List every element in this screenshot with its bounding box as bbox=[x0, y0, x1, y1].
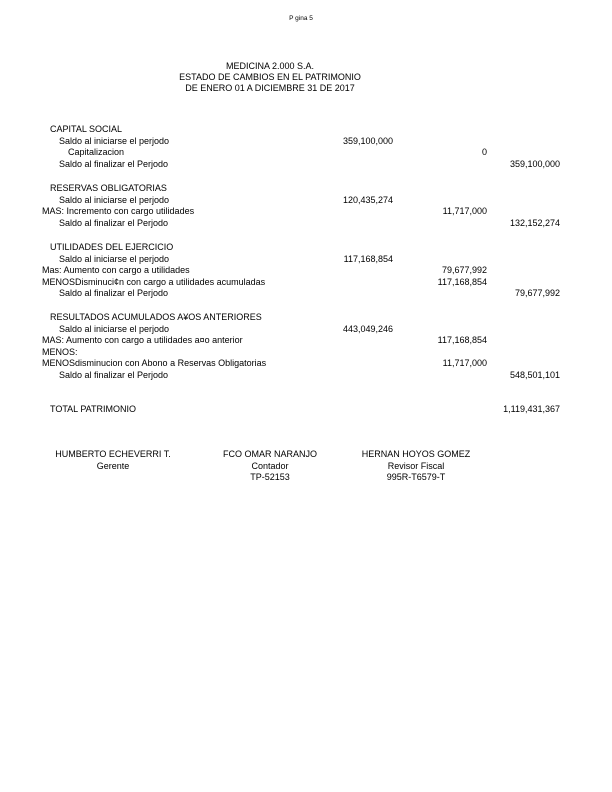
statement-row bbox=[0, 254, 612, 266]
statement-row bbox=[0, 206, 612, 218]
row-label: Saldo al iniciarse el perjodo bbox=[59, 194, 170, 205]
section-heading-label: RESULTADOS ACUMULADOS A¥OS ANTERIORES bbox=[50, 312, 262, 322]
row-label: MAS: Aumento con cargo a utilidades a¤o anterior bbox=[42, 335, 243, 346]
row-label: MENOSDisminuci¢n con cargo a utilidades acumuladas bbox=[42, 276, 266, 287]
statement-title: ESTADO DE CAMBIOS EN EL PATRIMONIO bbox=[179, 72, 361, 82]
signature-gerente bbox=[33, 449, 193, 472]
section-heading-label: RESERVAS OBLIGATORIAS bbox=[50, 183, 167, 193]
document-header bbox=[0, 61, 540, 94]
amount-col2: 11,717,000 bbox=[442, 206, 487, 217]
amount-col2: 0 bbox=[481, 147, 487, 158]
row-label: Saldo al finalizar el Perjodo bbox=[59, 158, 169, 169]
amount-col1: 117,168,854 bbox=[343, 253, 393, 264]
row-label: Saldo al finalizar el Perjodo bbox=[59, 369, 169, 380]
amount-col3: 132,152,274 bbox=[509, 217, 560, 228]
row-label: Saldo al finalizar el Perjodo bbox=[59, 217, 169, 228]
statement-row bbox=[0, 358, 612, 370]
signer-name: HERNAN HOYOS GOMEZ bbox=[361, 449, 471, 459]
page-number: P gina 5 bbox=[289, 15, 313, 22]
statement-row bbox=[0, 370, 612, 382]
amount-col2: 11,717,000 bbox=[442, 358, 487, 369]
row-label: Saldo al finalizar el Perjodo bbox=[59, 288, 169, 299]
amount-col1: 120,435,274 bbox=[342, 194, 393, 205]
signer-name: FCO OMAR NARANJO bbox=[222, 449, 317, 459]
amount-col3: 359,100,000 bbox=[509, 158, 560, 169]
section-utilidades-ejercicio bbox=[0, 242, 612, 300]
statement-row bbox=[0, 159, 612, 171]
amount-col2: 117,168,854 bbox=[437, 276, 487, 287]
signer-role: Contador bbox=[251, 460, 289, 471]
signer-id: TP-52153 bbox=[250, 472, 290, 483]
row-label: MENOS: bbox=[42, 346, 78, 357]
row-label: MAS: Incremento con cargo utilidades bbox=[42, 206, 195, 217]
total-patrimonio-row bbox=[0, 404, 612, 416]
signer-role: Revisor Fiscal bbox=[387, 460, 445, 471]
section-heading bbox=[0, 312, 612, 324]
signer-role: Gerente bbox=[96, 460, 130, 471]
section-resultados-acumulados bbox=[0, 312, 612, 382]
row-label: Capitalizacion bbox=[68, 147, 125, 158]
section-reservas-obligatorias bbox=[0, 183, 612, 229]
statement-row bbox=[0, 347, 612, 359]
amount-col2: 117,168,854 bbox=[437, 335, 487, 346]
statement-row bbox=[0, 265, 612, 277]
amount-col1: 443,049,246 bbox=[342, 323, 393, 334]
signer-name: HUMBERTO ECHEVERRI T. bbox=[55, 449, 171, 459]
section-capital-social bbox=[0, 124, 612, 170]
statement-row bbox=[0, 288, 612, 300]
section-heading bbox=[0, 242, 612, 254]
amount-col3: 548,501,101 bbox=[509, 369, 560, 380]
signature-revisor-fiscal bbox=[336, 449, 496, 484]
amount-col2: 79,677,992 bbox=[441, 265, 487, 276]
signer-id: 995R-T6579-T bbox=[386, 472, 446, 483]
statement-row bbox=[0, 277, 612, 289]
total-label: TOTAL PATRIMONIO bbox=[50, 404, 137, 414]
row-label: Mas: Aumento con cargo a utilidades bbox=[42, 265, 190, 276]
signature-contador bbox=[190, 449, 350, 484]
amount-col3: 79,677,992 bbox=[514, 288, 560, 299]
section-heading bbox=[0, 124, 612, 136]
amount-col1: 359,100,000 bbox=[342, 135, 393, 146]
statement-row bbox=[0, 147, 612, 159]
row-label: Saldo al iniciarse el perjodo bbox=[59, 135, 170, 146]
statement-row bbox=[0, 324, 612, 336]
row-label: MENOSdisminucion con Abono a Reservas Obligatorias bbox=[42, 358, 267, 369]
statement-row bbox=[0, 335, 612, 347]
statement-row bbox=[0, 195, 612, 207]
section-heading-label: UTILIDADES DEL EJERCICIO bbox=[50, 242, 174, 252]
statement-row bbox=[0, 218, 612, 230]
total-value: 1,119,431,367 bbox=[503, 404, 560, 414]
row-label: Saldo al iniciarse el perjodo bbox=[59, 253, 170, 264]
statement-period: DE ENERO 01 A DICIEMBRE 31 DE 2017 bbox=[185, 83, 355, 93]
statement-row bbox=[0, 136, 612, 148]
company-name: MEDICINA 2.000 S.A. bbox=[225, 61, 315, 71]
row-label: Saldo al iniciarse el perjodo bbox=[59, 323, 170, 334]
section-heading bbox=[0, 183, 612, 195]
section-heading-label: CAPITAL SOCIAL bbox=[50, 124, 123, 134]
